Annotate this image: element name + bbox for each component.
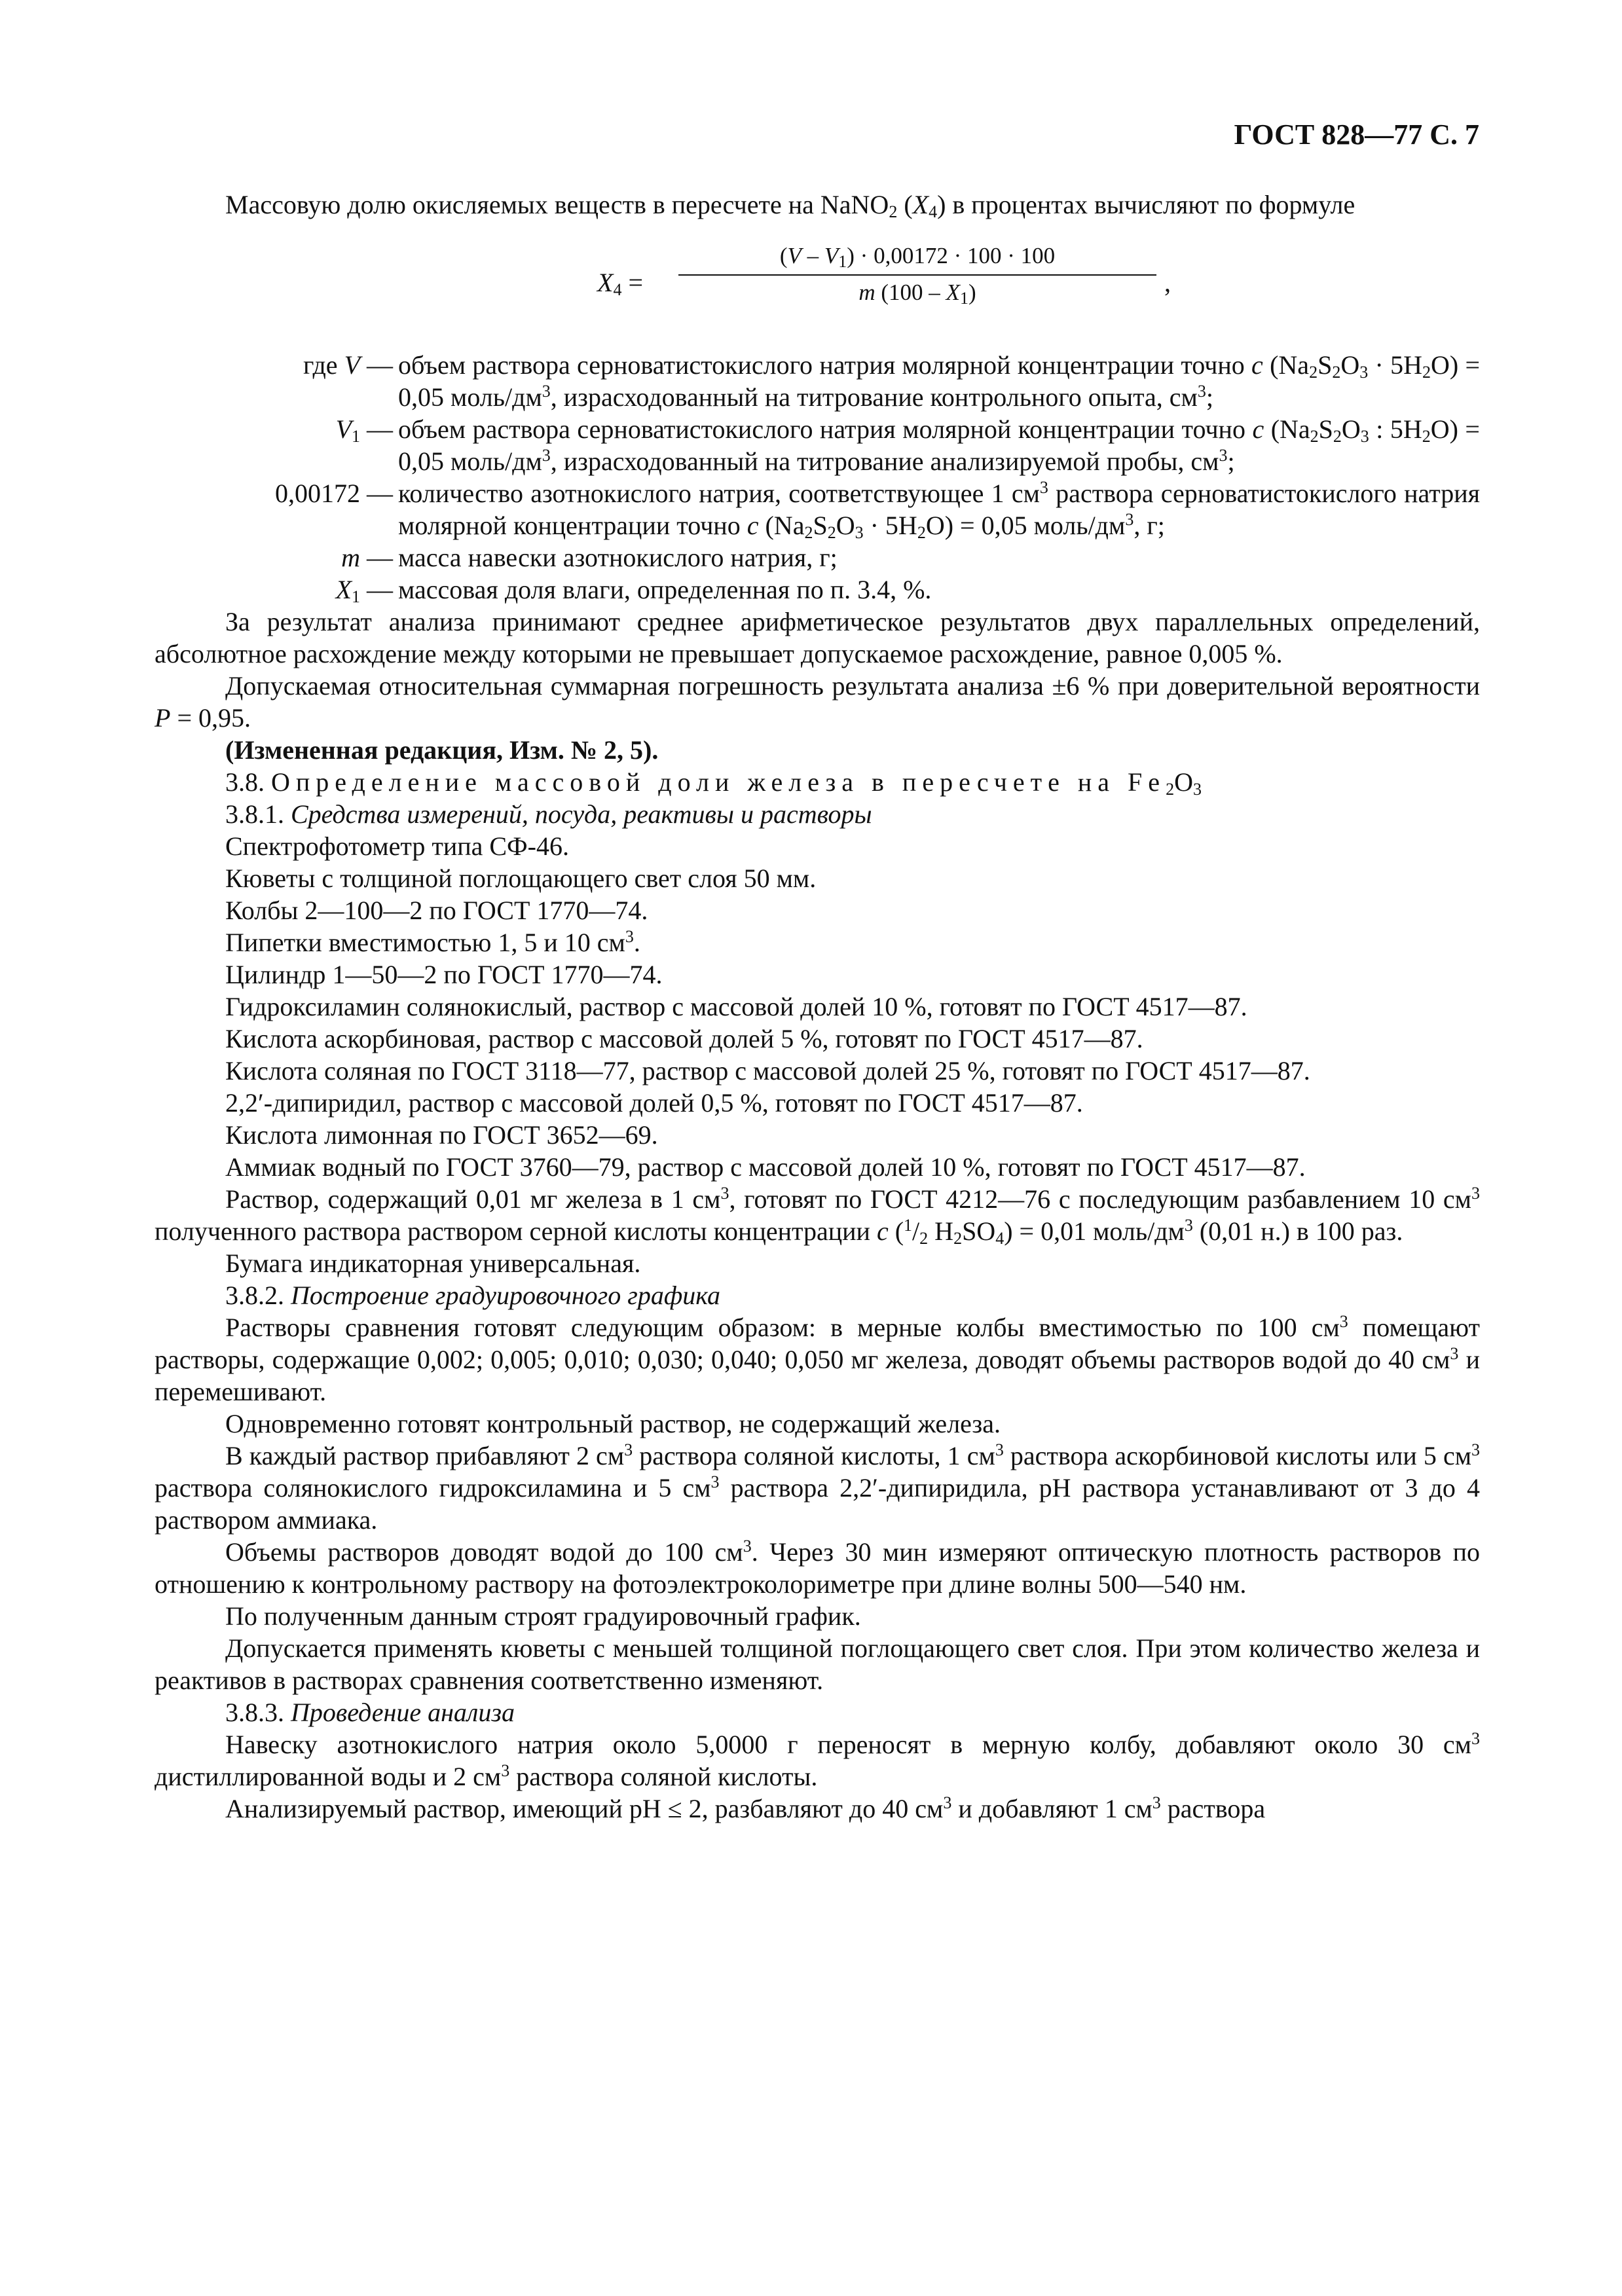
text: H: [928, 1216, 954, 1246]
definition-text: масса навески азотнокислого натрия, г;: [398, 543, 838, 572]
variable: X: [335, 575, 352, 604]
definition-label: [155, 413, 393, 445]
formula-denominator: [678, 277, 1156, 308]
text: SO: [962, 1216, 996, 1246]
text: объем раствора серноватистокислого натрия молярной концентрации точно: [398, 414, 1253, 444]
text: раствора серноватистокислого натрия молярной концентрации точно: [398, 479, 1481, 540]
section-number: 3.8.: [225, 767, 271, 797]
subscript: 2: [804, 523, 813, 542]
paragraph: Одновременно готовят контрольный раствор, не содержащий железа.: [225, 1409, 1001, 1438]
definition-label: 0,00172 —: [275, 479, 393, 508]
paragraph: [155, 1793, 1480, 1825]
section-number: 3.8.3.: [225, 1698, 291, 1727]
text: Навеску азотнокислого натрия около 5,0000 г переносят в мерную колбу, добавляют около 30 см: [225, 1730, 1471, 1759]
text: .: [633, 928, 640, 957]
section-title: Определение массовой доли железа в пересчете на Fe: [271, 767, 1166, 797]
paragraph-result: За результат анализа принимают среднее арифметическое результатов двух параллельных определений, абсолютное расхождение между которыми не превышает допускаемое расхождение, равное 0,005 %.: [155, 607, 1480, 668]
subscript: 1: [959, 289, 968, 308]
paragraph: [155, 1728, 1480, 1793]
list-item: Кислота лимонная по ГОСТ 3652—69.: [225, 1120, 658, 1150]
text: · 5H: [863, 511, 917, 540]
superscript: 3: [720, 1184, 729, 1203]
definition-text: [398, 413, 1480, 477]
text: O: [1341, 414, 1361, 444]
list-item: Кислота соляная по ГОСТ 3118—77, раствор с массовой долей 25 %, готовят по ГОСТ 4517—87.: [225, 1056, 1310, 1085]
text: Массовую долю окисляемых веществ в пересчете на NaNO: [225, 190, 889, 219]
variable: V: [344, 350, 360, 380]
text: раствора: [1160, 1794, 1266, 1823]
subscript: 2: [1332, 363, 1341, 382]
text: (Na: [758, 511, 805, 540]
text: и перемешивают.: [155, 1345, 1481, 1406]
section-title: Проведение анализа: [291, 1698, 515, 1727]
text: В каждый раствор прибавляют 2 см: [225, 1441, 625, 1470]
text: O) = 0,05 моль/дм: [398, 350, 1481, 412]
variable: X: [946, 280, 960, 305]
superscript: 3: [995, 1440, 1004, 1459]
superscript: 1: [904, 1216, 913, 1235]
page-header: ГОСТ 828—77 С. 7: [1234, 118, 1479, 151]
definition-text: [398, 477, 1480, 541]
subscript: 2: [1166, 780, 1175, 799]
variable: c: [1252, 414, 1264, 444]
superscript: 3: [1471, 1440, 1481, 1459]
subscript: 1: [352, 587, 360, 606]
text: O: [1340, 350, 1360, 380]
subscript: 2: [953, 1229, 963, 1248]
section-3-8-2-heading: [155, 1279, 1480, 1311]
subscript: 4: [995, 1229, 1005, 1248]
text: Объемы растворов доводят водой до 100 см: [225, 1537, 743, 1567]
list-item: [155, 926, 1480, 958]
text: O: [836, 511, 855, 540]
text: Раствор, содержащий 0,01 мг железа в 1 см: [225, 1184, 721, 1214]
variable: c: [1251, 350, 1263, 380]
formula-fraction: [678, 240, 1156, 308]
section-3-8-3-heading: [155, 1696, 1480, 1728]
page-content: [155, 189, 1480, 1825]
amendment-note: [155, 734, 1480, 766]
text: ) · 0,00172 · 100 · 100: [847, 243, 1056, 268]
variable: V: [335, 414, 352, 444]
text: /: [912, 1216, 920, 1246]
text: раствора 2,2′-дипиридила, pH раствора устанавливают от 3 до 4 раствором аммиака.: [155, 1473, 1481, 1535]
paragraph-error: [155, 670, 1480, 734]
paragraph: [155, 1536, 1480, 1600]
superscript: 3: [1197, 382, 1206, 401]
definition-label: [155, 541, 393, 574]
subscript: 2: [917, 523, 926, 542]
text: (: [779, 243, 788, 268]
superscript: 3: [1184, 1216, 1193, 1235]
subscript: 1: [838, 252, 847, 271]
text: раствора солянокислого гидроксиламина и 5 см: [155, 1473, 711, 1503]
paragraph: По полученным данным строят градуировочный график.: [225, 1601, 861, 1631]
text: —: [360, 575, 393, 604]
variable: m: [341, 543, 360, 572]
section-title: Построение градуировочного графика: [291, 1281, 720, 1310]
variable: V: [824, 243, 839, 268]
superscript: 3: [1152, 1793, 1161, 1812]
superscript: 3: [1450, 1344, 1459, 1363]
text: (100 –: [875, 280, 946, 305]
text: ) = 0,01 моль/дм: [1004, 1216, 1185, 1246]
list-item: [155, 1183, 1480, 1247]
text: раствора соляной кислоты, 1 см: [633, 1441, 995, 1470]
text: S: [1318, 350, 1333, 380]
definitions-list: [155, 349, 1480, 606]
paragraph: Допускается применять кюветы с меньшей толщиной поглощающего свет слоя. При этом количество железа и реактивов в растворах сравнения соответственно изменяют.: [155, 1633, 1480, 1695]
section-number: 3.8.2.: [225, 1281, 291, 1310]
subscript: 1: [352, 427, 360, 446]
variable: m: [858, 280, 876, 305]
list-item: Спектрофотометр типа СФ-46.: [225, 831, 569, 861]
variable: X: [912, 190, 929, 219]
variable: c: [876, 1216, 889, 1246]
list-item: 2,2′-дипиридил, раствор с массовой долей 0,5 %, готовят по ГОСТ 4517—87.: [225, 1088, 1083, 1118]
intro-paragraph: [155, 189, 1480, 221]
superscript: 3: [1125, 510, 1134, 529]
text: O) = 0,05 моль/дм: [398, 414, 1480, 476]
text: (Na: [1263, 350, 1310, 380]
bold-text: (Измененная редакция, Изм. № 2, 5).: [225, 735, 659, 765]
text: (: [888, 1216, 904, 1246]
subscript: 3: [1360, 427, 1369, 446]
text: —: [360, 350, 393, 380]
text: O: [1174, 767, 1193, 797]
subscript: 2: [919, 1229, 929, 1248]
definition-text: [398, 349, 1480, 413]
text: ;: [1227, 446, 1235, 476]
text: Растворы сравнения готовят следующим образом: в мерные колбы вместимостью по 100 см: [225, 1313, 1340, 1342]
definition-v: [155, 349, 1480, 413]
variable: c: [746, 511, 759, 540]
superscript: 3: [1471, 1184, 1480, 1203]
subscript: 2: [1333, 427, 1342, 446]
subscript: 3: [1359, 363, 1369, 382]
text: —: [360, 543, 393, 572]
text: полученного раствора раствором серной кислоты концентрации: [155, 1216, 877, 1246]
definition-coefficient: [155, 477, 1480, 541]
text: раствора аскорбиновой кислоты или 5 см: [1003, 1441, 1472, 1470]
text: раствора соляной кислоты.: [509, 1762, 818, 1791]
variable: V: [787, 243, 802, 268]
text: , готовят по ГОСТ 4212—76 с последующим разбавлением 10 см: [729, 1184, 1471, 1214]
text: : 5H: [1369, 414, 1422, 444]
text: ) в процентах вычисляют по формуле: [937, 190, 1355, 219]
superscript: 3: [625, 927, 634, 946]
superscript: 3: [542, 446, 551, 465]
text: S: [813, 511, 828, 540]
definition-label: [155, 574, 393, 606]
text: (: [897, 190, 913, 219]
formula-comma: ,: [1164, 268, 1171, 297]
superscript: 3: [1039, 478, 1048, 497]
subscript: 4: [613, 280, 622, 299]
list-item: Кюветы с толщиной поглощающего свет слоя 50 мм.: [225, 864, 817, 893]
section-number: 3.8.1.: [225, 799, 291, 829]
text: дистиллированной воды и 2 см: [155, 1762, 502, 1791]
superscript: 3: [624, 1440, 633, 1459]
variable: P: [155, 703, 171, 733]
definition-x1: [155, 574, 1480, 606]
text: Пипетки вместимостью 1, 5 и 10 см: [225, 928, 625, 957]
text: , израсходованный на титрование анализируемой пробы, см: [550, 446, 1219, 476]
superscript: 3: [1339, 1312, 1348, 1331]
superscript: 3: [710, 1472, 720, 1491]
text: , израсходованный на титрование контрольного опыта, см: [550, 382, 1198, 412]
section-title: Средства измерений, посуда, реактивы и растворы: [291, 799, 872, 829]
text: · 5H: [1368, 350, 1422, 380]
subscript: 2: [1309, 363, 1318, 382]
text: . Через 30 мин измеряют оптическую плотность растворов по отношению к контрольному раствору на фотоэлектроколориметре при длине волны 500—540 нм.: [155, 1537, 1480, 1599]
subscript: 2: [1422, 427, 1431, 446]
subscript: 4: [929, 202, 938, 221]
definition-text: массовая доля влаги, определенная по п. 3.4, %.: [398, 575, 932, 604]
equals-sign: =: [621, 268, 643, 297]
text: где: [303, 350, 344, 380]
subscript: 2: [827, 523, 836, 542]
text: (0,01 н.) в 100 раз.: [1192, 1216, 1403, 1246]
formula-numerator: [678, 240, 1156, 272]
formula-x4: [155, 240, 1480, 319]
text: ;: [1206, 382, 1213, 412]
list-item: Цилиндр 1—50—2 по ГОСТ 1770—74.: [225, 960, 663, 989]
section-3-8-1-heading: [155, 798, 1480, 830]
text: = 0,95.: [170, 703, 251, 733]
subscript: 2: [889, 202, 898, 221]
superscript: 3: [1219, 446, 1228, 465]
list-item: Гидроксиламин солянокислый, раствор с массовой долей 10 %, готовят по ГОСТ 4517—87.: [225, 992, 1247, 1021]
text: количество азотнокислого натрия, соответствующее 1 см: [398, 479, 1040, 508]
text: объем раствора серноватистокислого натрия молярной концентрации точно: [398, 350, 1252, 380]
text: ): [968, 280, 976, 305]
text: —: [360, 414, 393, 444]
list-item: Аммиак водный по ГОСТ 3760—79, раствор с массовой долей 10 %, готовят по ГОСТ 4517—87.: [225, 1152, 1306, 1182]
subscript: 2: [1422, 363, 1431, 382]
list-item: Колбы 2—100—2 по ГОСТ 1770—74.: [225, 896, 648, 925]
text: Анализируемый раствор, имеющий pH ≤ 2, разбавляют до 40 см: [225, 1794, 944, 1823]
text: O) = 0,05 моль/дм: [925, 511, 1126, 540]
superscript: 3: [501, 1761, 510, 1780]
list-item: Кислота аскорбиновая, раствор с массовой долей 5 %, готовят по ГОСТ 4517—87.: [225, 1024, 1143, 1053]
formula-lhs: [597, 266, 643, 299]
variable: X: [597, 268, 614, 297]
superscript: 3: [743, 1537, 752, 1556]
superscript: 3: [943, 1793, 952, 1812]
text: и добавляют 1 см: [951, 1794, 1152, 1823]
subscript: 3: [855, 523, 864, 542]
fraction-bar: [678, 274, 1156, 276]
superscript: 3: [1471, 1729, 1480, 1748]
definition-label: [155, 349, 393, 381]
subscript: 3: [1192, 780, 1202, 799]
definition-m: [155, 541, 1480, 574]
list-item: Бумага индикаторная универсальная.: [225, 1248, 641, 1278]
text: , г;: [1134, 511, 1165, 540]
subscript: 2: [1310, 427, 1319, 446]
section-3-8-heading: [155, 766, 1480, 798]
text: –: [801, 243, 824, 268]
text: (Na: [1264, 414, 1310, 444]
text: Допускаемая относительная суммарная погрешность результата анализа ±6 % при доверительной вероятности: [225, 671, 1480, 701]
definition-v1: [155, 413, 1480, 477]
text: помещают растворы, содержащие 0,002; 0,005; 0,010; 0,030; 0,040; 0,050 мг железа, доводят объемы растворов водой до 40 см: [155, 1313, 1480, 1374]
paragraph: [155, 1440, 1480, 1536]
paragraph: [155, 1311, 1480, 1408]
superscript: 3: [542, 382, 551, 401]
text: S: [1318, 414, 1333, 444]
